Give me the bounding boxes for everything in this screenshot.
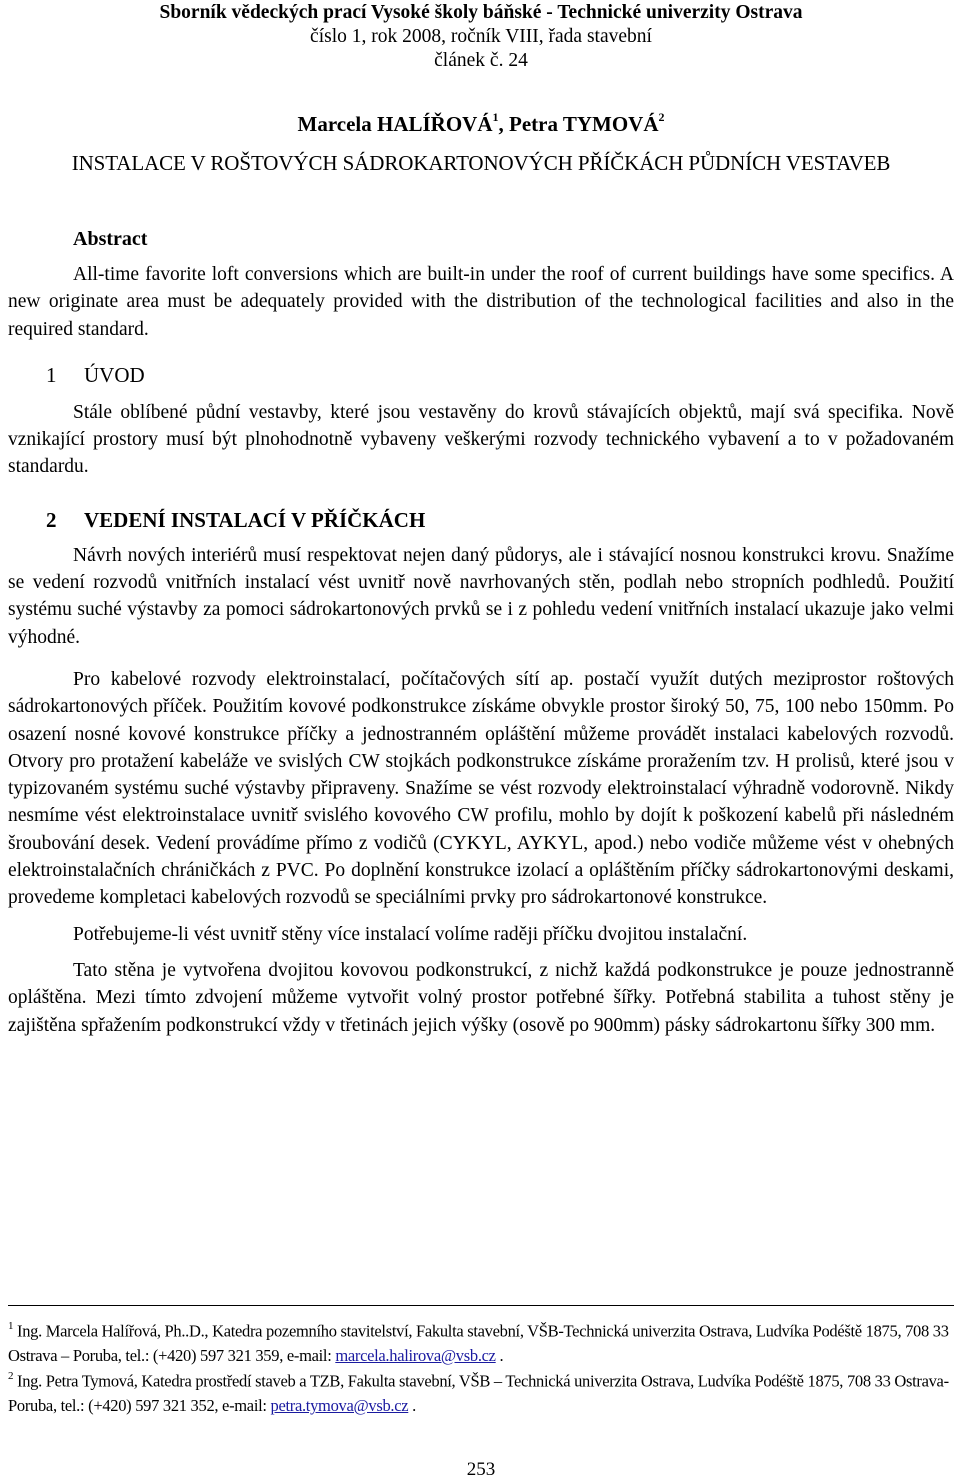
abstract-text: All-time favorite loft conversions which are built-in under the roof of current buildings have some specifics. A new originate area must be adequately provided with the distribution of the technological facilities and also in the required standard. (8, 264, 954, 340)
footnote-2-email-link[interactable]: petra.tymova@vsb.cz (270, 1396, 409, 1415)
author-line (8, 105, 954, 138)
section-1-paragraph: Stále oblíbené půdní vestavby, které jsou vestavěny do krovů stávajících objektů, mají svá specifika. Nově vznikající prostory musí být plnohodnotně vybaveny veškerými rozvody technického vybavení a to v požadovaném standardu. (8, 401, 954, 478)
section-1-title: ÚVOD (84, 362, 145, 387)
section-2-heading (8, 506, 954, 534)
footnote-2-text: Ing. Petra Tymová, Katedra prostředí staveb a TZB, Fakulta stavební, VŠB – Technická univerzita Ostrava, Ludvíka Podéště 1875, 708 33 Ostrava-Poruba, tel.: (+420) 597 321 352, e-mail: (8, 1371, 949, 1415)
author-1-affiliation-mark: 1 (492, 110, 499, 124)
page-number: 253 (466, 1459, 496, 1480)
issue-info: číslo 1, rok 2008, ročník VIII, řada stavební (310, 26, 652, 47)
section-2-title: VEDENÍ INSTALACÍ V PŘÍČKÁCH (84, 507, 426, 532)
section-2-paragraph-4: Tato stěna je vytvořena dvojitou kovovou podkonstrukcí, z nichž každá podkonstrukce je pouze jednostranně opláštěna. Mezi tímto zdvojení můžeme vytvořit volný prostor potřebné šířky. Potřebná stabilita a tuhost stěny je zajištěna spřažením podkonstrukcí vždy v třetinách jejich výšky (osově po 900mm) pásky sádrokartonu šířky 300 mm. (8, 959, 954, 1036)
footnote-2-end: . (408, 1396, 416, 1415)
author-1: Marcela HALÍŘOVÁ (297, 112, 493, 136)
running-header (8, 1, 954, 73)
author-2-affiliation-mark: 2 (658, 110, 665, 124)
abstract-heading: Abstract (73, 228, 148, 250)
footnote-1 (8, 1315, 954, 1369)
footnote-2 (8, 1365, 954, 1419)
section-2-paragraph-2: Pro kabelové rozvody elektroinstalací, počítačových sítí ap. postačí využít dutých meziprostor roštových sádrokartonových příček. Použitím kovové podkonstrukce získáme obvykle prostor široký 50, 75, 100 nebo 150mm. Po osazení nosné kovové konstrukce příčky a jednostranném opláštění můžeme provádět instalaci kabelových rozvodů. Otvory pro protažení kabeláže ve svislých CW stojkách podkonstrukce získáme proražením tzv. H prolisů, které jsou v typizovaném systému suché výstavby připraveny. Snažíme se vést rozvody elektroinstalací výhradně vodorovně. Nikdy nesmíme vést elektroinstalace uvnitř svislého kovového CW profilu, mohlo by dojít k poškození kabelů při následném šroubování desek. Vedení provádíme přímo z vodičů (CYKYL, AYKYL, apod.) nebo vodiče můžeme vést v ohebných elektroinstalačních chráničkách z PVC. Po doplnění konstrukce izolací a opláštěním příčky sádrokartonovými deskami, provedeme kompletaci kabelových rozvodů se speciálními prvky pro sádrokartonové konstrukce. (8, 668, 954, 909)
section-1-number: 1 (46, 362, 57, 387)
footnote-2-mark: 2 (8, 1370, 14, 1382)
footnote-1-email-link[interactable]: marcela.halirova@vsb.cz (335, 1346, 496, 1365)
author-separator: , (498, 112, 509, 136)
section-2-number: 2 (46, 507, 57, 532)
section-1-heading (8, 361, 954, 389)
paper-page (8, 0, 954, 1480)
journal-name: Sborník vědeckých prací Vysoké školy báňské - Technické univerzity Ostrava (159, 2, 803, 23)
paper-title: INSTALACE V ROŠTOVÝCH SÁDROKARTONOVÝCH PŘÍČKÁCH PŮDNÍCH VESTAVEB (71, 151, 891, 175)
article-number: článek č. 24 (434, 50, 528, 71)
footnote-1-text: Ing. Marcela Halířová, Ph..D., Katedra pozemního stavitelství, Fakulta stavební, VŠB-Technická univerzita Ostrava, Ludvíka Podéště 1875, 708 33 Ostrava – Poruba, tel.: (+420) 597 321 359, e-mail: (8, 1321, 949, 1365)
footnote-1-mark: 1 (8, 1320, 14, 1332)
footnote-rule (8, 1305, 954, 1306)
section-2-paragraph-3: Potřebujeme-li vést uvnitř stěny více instalací volíme raději příčku dvojitou instalační. (73, 923, 748, 945)
author-2: Petra TYMOVÁ (509, 112, 659, 136)
section-2-paragraph-1: Návrh nových interiérů musí respektovat nejen daný půdorys, ale i stávající nosnou konstrukci krovu. Snažíme se vedení rozvodů vnitřních instalací vést uvnitř nově navrhovaných stěn, podlah nebo stropních podhledů. Použití systému suché výstavby za pomoci sádrokartonových prvků se i z pohledu vedení vnitřních instalací ukazuje jako velmi výhodné. (8, 544, 954, 648)
footnote-1-end: . (495, 1346, 504, 1365)
